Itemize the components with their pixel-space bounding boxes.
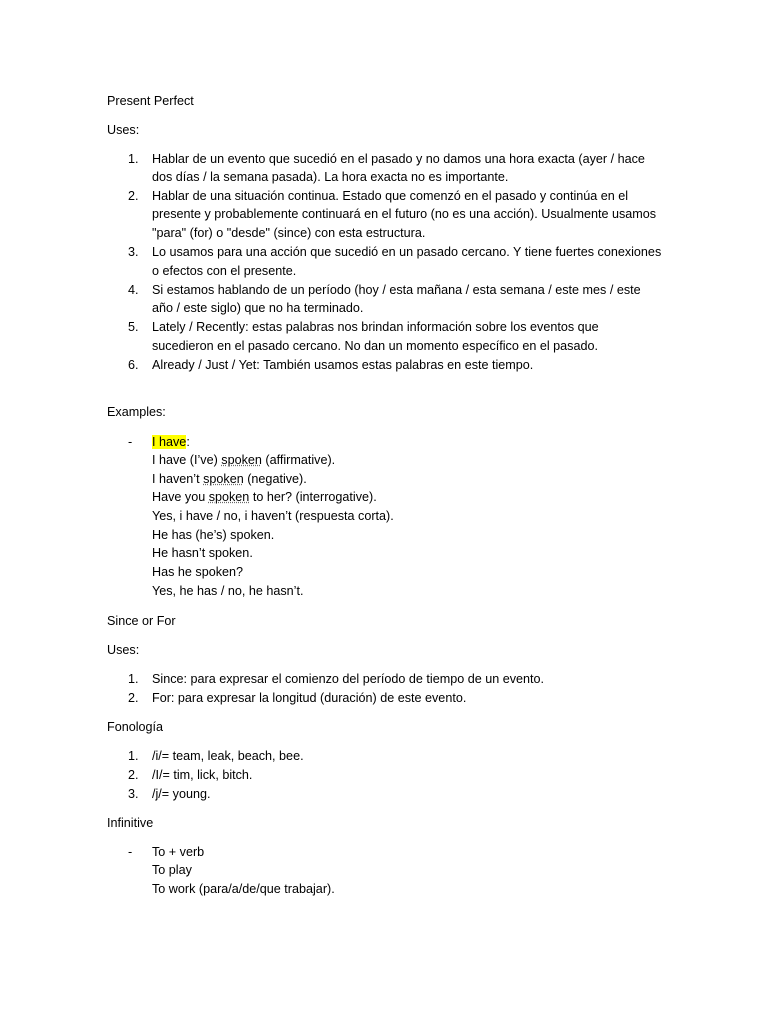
heading-fonologia: Fonología: [107, 720, 164, 734]
infinitive-line: To play: [152, 863, 192, 877]
colon: :: [186, 435, 190, 449]
bullet-dash: -: [128, 435, 133, 449]
list-number: 2.: [128, 691, 139, 705]
list-number: 1.: [128, 749, 139, 763]
heading-present-perfect: Present Perfect: [107, 94, 194, 108]
list-number: 2.: [128, 189, 139, 203]
list-item-text: "para" (for) o "desde" (since) con esta estructura.: [152, 226, 426, 240]
example-line: [152, 470, 307, 488]
example-text: I haven’t: [152, 472, 204, 486]
uses-label: Uses:: [107, 123, 140, 137]
list-number: 4.: [128, 283, 139, 297]
spellcheck-word: spoken: [208, 490, 250, 504]
example-line: Has he spoken?: [152, 565, 244, 579]
list-item-text: Lately / Recently: estas palabras nos brindan información sobre los eventos que: [152, 320, 599, 334]
list-item-text: o efectos con el presente.: [152, 264, 297, 278]
example-line: He has (he’s) spoken.: [152, 528, 275, 542]
list-number: 1.: [128, 672, 139, 686]
example-line: Yes, he has / no, he hasn’t.: [152, 584, 304, 598]
infinitive-line: To + verb: [152, 845, 205, 859]
list-item-text: /j/= young.: [152, 787, 211, 801]
list-item-text: dos días / la semana pasada). La hora exacta no es importante.: [152, 170, 509, 184]
heading-infinitive: Infinitive: [107, 816, 154, 830]
list-number: 5.: [128, 320, 139, 334]
example-text: Have you: [152, 490, 209, 504]
highlighted-text: I have: [152, 435, 187, 449]
heading-examples: Examples:: [107, 405, 166, 419]
list-item-text: sucedieron en el pasado cercano. No dan un momento específico en el pasado.: [152, 339, 598, 353]
example-text: I have (I’ve): [152, 453, 222, 467]
infinitive-line: To work (para/a/de/que trabajar).: [152, 882, 335, 896]
heading-since-for: Since or For: [107, 614, 176, 628]
example-text: (negative).: [243, 472, 307, 486]
list-number: 6.: [128, 358, 139, 372]
list-item-text: Si estamos hablando de un período (hoy / esta mañana / esta semana / este mes / este: [152, 283, 641, 297]
example-line: [152, 451, 335, 469]
list-item-text: Since: para expresar el comienzo del período de tiempo de un evento.: [152, 672, 545, 686]
list-number: 1.: [128, 152, 139, 166]
list-item-text: Lo usamos para una acción que sucedió en un pasado cercano. Y tiene fuertes conexiones: [152, 245, 662, 259]
example-line: He hasn’t spoken.: [152, 546, 253, 560]
list-item-text: /I/= tim, lick, bitch.: [152, 768, 253, 782]
example-text: to her? (interrogative).: [249, 490, 377, 504]
uses-label: Uses:: [107, 643, 140, 657]
list-item-text: presente y probablemente continuará en el futuro (no es una acción). Usualmente usamos: [152, 207, 657, 221]
example-heading-line: [152, 433, 190, 451]
example-line: [152, 488, 377, 506]
list-number: 2.: [128, 768, 139, 782]
list-number: 3.: [128, 245, 139, 259]
bullet-dash: -: [128, 845, 133, 859]
spellcheck-word: spoken: [221, 453, 262, 467]
example-line: Yes, i have / no, i haven’t (respuesta corta).: [152, 509, 394, 523]
list-item-text: For: para expresar la longitud (duración) de este evento.: [152, 691, 467, 705]
spellcheck-word: spoken: [203, 472, 244, 486]
list-item-text: año / este siglo) que no ha terminado.: [152, 301, 364, 315]
list-number: 3.: [128, 787, 139, 801]
list-item-text: Hablar de una situación continua. Estado que comenzó en el pasado y continúa en el: [152, 189, 629, 203]
list-item-text: /i/= team, leak, beach, bee.: [152, 749, 304, 763]
list-item-text: Already / Just / Yet: También usamos estas palabras en este tiempo.: [152, 358, 534, 372]
example-text: (affirmative).: [261, 453, 336, 467]
list-item-text: Hablar de un evento que sucedió en el pasado y no damos una hora exacta (ayer / hace: [152, 152, 645, 166]
